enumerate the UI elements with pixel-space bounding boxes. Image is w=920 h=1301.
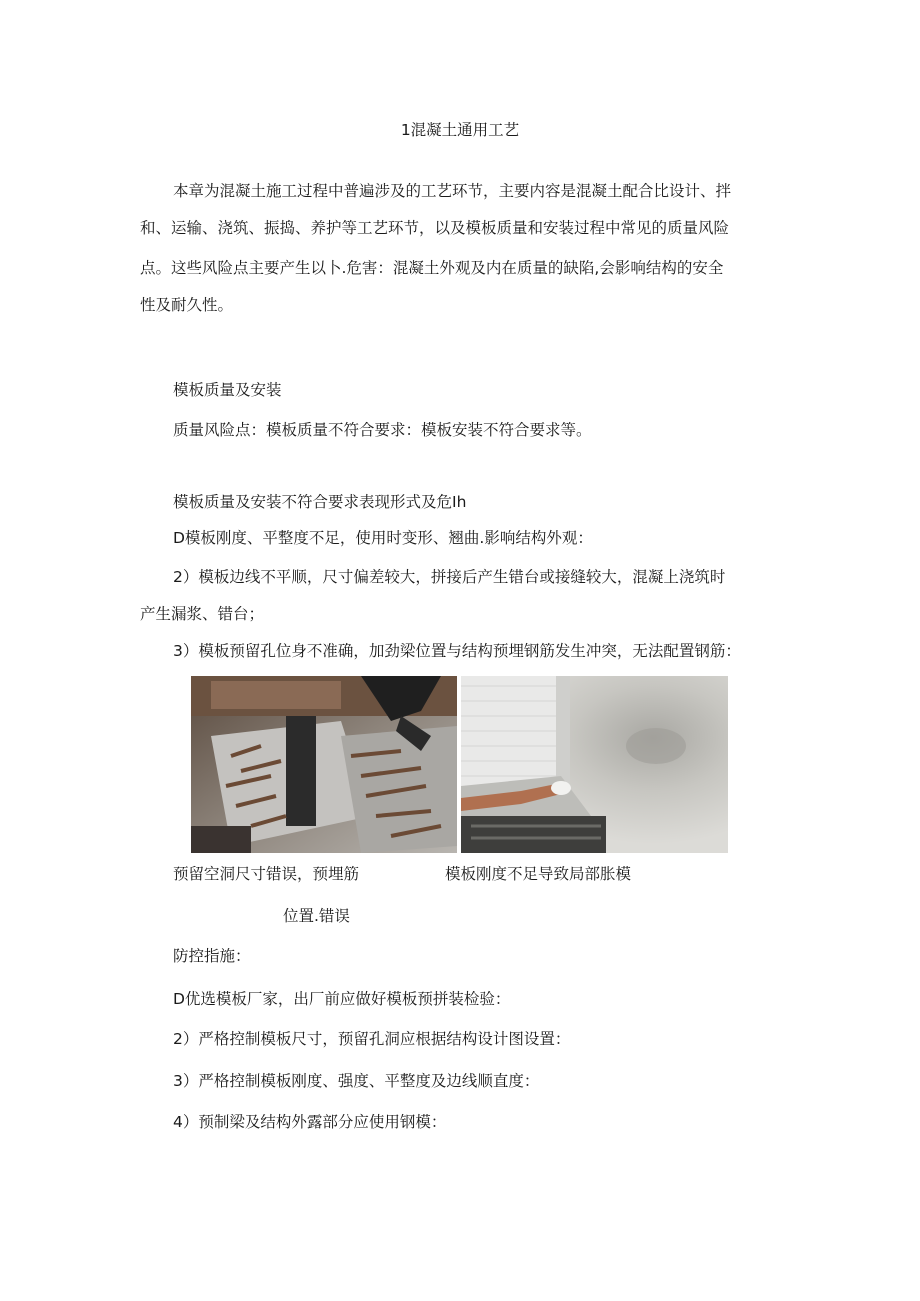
- manifestation-item-2-cont: 产生漏浆、错台；: [140, 605, 265, 623]
- caption-left: 预留空洞尺寸错误，预埋筋: [173, 865, 360, 883]
- intro-line-2: 和、运输、浇筑、振捣、养护等工艺环节，以及模板质量和安装过程中常见的质量风险: [140, 219, 730, 237]
- risk-points: 质量风险点：模板质量不符合要求：模板安装不符合要求等。: [173, 421, 592, 439]
- manifestation-item-3: 3）模板预留孔位身不准确，加劲梁位置与结构预埋钢筋发生冲突，无法配置钢筋：: [173, 642, 741, 660]
- prevention-item-2: 2）严格控制模板尺寸，预留孔洞应根据结构设计图设置：: [173, 1030, 571, 1048]
- intro-line-1: 本章为混凝土施工过程中普遍涉及的工艺环节，主要内容是混凝土配合比设计、拌: [173, 182, 732, 200]
- manifestation-item-2: 2）模板边线不平顺，尺寸偏差较大，拼接后产生错台或接缝较大，混凝上浇筑时: [173, 568, 726, 586]
- photo-formwork-rebar: [191, 676, 457, 853]
- manifestation-item-1: D模板刚度、平整度不足，使用时变形、翘曲.影响结构外观：: [173, 529, 593, 547]
- photo-formwork-bulge: [461, 676, 728, 853]
- page-title: 1混凝土通用工艺: [400, 121, 520, 139]
- prevention-item-3: 3）严格控制模板刚度、强度、平整度及边线顺直度：: [173, 1072, 540, 1090]
- manifestation-heading: 模板质量及安装不符合要求表现形式及危Ih: [173, 493, 467, 511]
- intro-line-4: 性及耐久性。: [140, 296, 234, 314]
- caption-left-cont: 位置.错误: [283, 907, 350, 925]
- section-heading: 模板质量及安装: [173, 381, 282, 399]
- prevention-item-1: D优选模板厂家，出厂前应做好模板预拼装检验：: [173, 990, 511, 1008]
- prevention-item-4: 4）预制梁及结构外露部分应使用钢模：: [173, 1113, 447, 1131]
- prevention-heading: 防控指施：: [173, 947, 251, 965]
- caption-right: 模板刚度不足导致局部胀模: [445, 865, 632, 883]
- intro-line-3: 点。这些风险点主要产生以卜.危害：混凝土外观及内在质量的缺陷,会影响结构的安全: [140, 259, 724, 277]
